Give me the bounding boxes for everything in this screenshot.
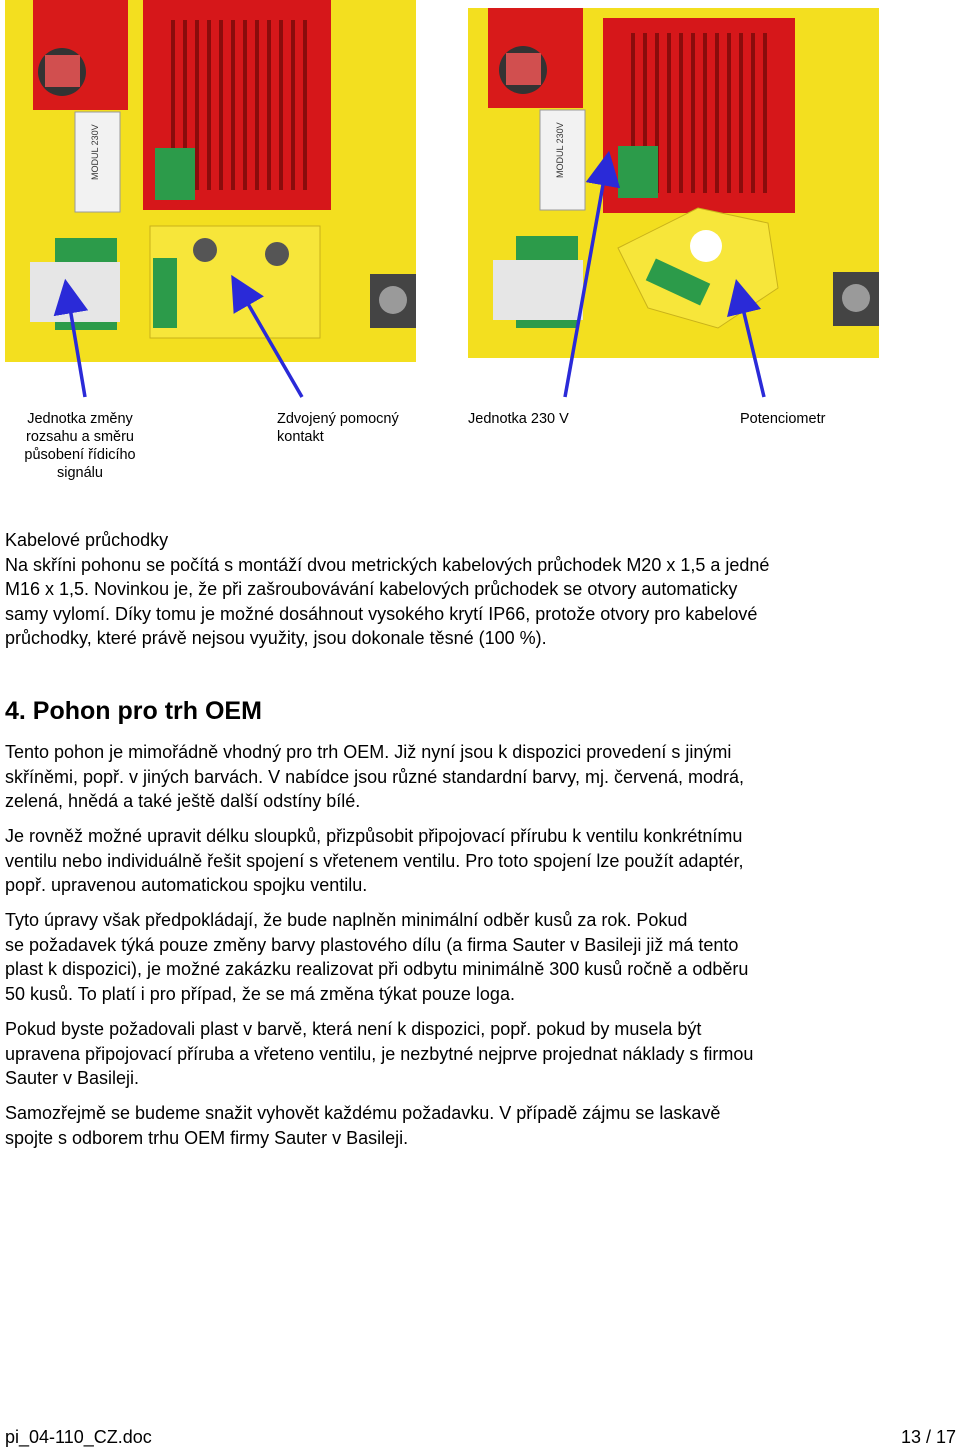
footer-filename: pi_04-110_CZ.doc <box>5 1427 152 1447</box>
arrow-potentiometer <box>740 296 764 397</box>
paragraph-line: ventilu nebo individuálně řešit spojení s vřetenem ventilu. Pro toto spojení lze použít adaptér, <box>5 850 744 871</box>
cable-glands-line: samy vylomí. Díky tomu je možné dosáhnout vysokého krytí IP66, protože otvory pro kabelové <box>5 603 758 624</box>
paragraph-line: Sauter v Basileji. <box>5 1068 140 1088</box>
cable-glands-line: průchodky, které právě nejsou využity, jsou dokonale těsné (100 %). <box>5 628 547 648</box>
paragraph-line: skříněmi, popř. v jiných barvách. V nabídce jsou různé standardní barvy, mj. červená, modrá, <box>5 766 745 787</box>
paragraph-line: popř. upravenou automatickou spojku ventilu. <box>5 875 368 895</box>
caption-aux-contact-line: kontakt <box>277 429 324 445</box>
caption-unit-range-line: působení řídicího <box>24 447 136 463</box>
arrow-aux-contact <box>240 290 302 397</box>
footer-page-number: 13 / 17 <box>900 1427 956 1447</box>
paragraph-line: zelená, hnědá a také ještě další odstíny bílé. <box>5 791 361 811</box>
cable-glands-line: Na skříni pohonu se počítá s montáží dvou metrických kabelových průchodek M20 x 1,5 a jedné <box>5 554 770 575</box>
photo-right-module-label: MODUL 230V <box>555 122 565 178</box>
oem-paragraph-2 <box>5 824 955 898</box>
cable-glands-heading: Kabelové průchodky <box>5 530 169 550</box>
oem-paragraph-1 <box>5 740 955 814</box>
section-title: 4. Pohon pro trh OEM <box>5 697 262 725</box>
caption-potentiometer: Potenciometr <box>740 411 826 427</box>
arrow-unit-230 <box>565 168 606 397</box>
caption-unit-range-line: signálu <box>57 465 103 481</box>
caption-unit-range-line: Jednotka změny <box>27 411 133 427</box>
paragraph-line: upravena připojovací příruba a vřeteno ventilu, je nezbytné nejprve projednat náklady s firmou <box>5 1043 754 1064</box>
photo-left-module-label: MODUL 230V <box>90 124 100 180</box>
paragraph-line: Pokud byste požadovali plast v barvě, která není k dispozici, popř. pokud by musela být <box>5 1019 702 1039</box>
paragraph-line: Tento pohon je mimořádně vhodný pro trh OEM. Již nyní jsou k dispozici provedení s jinými <box>5 742 732 762</box>
paragraph-line: se požadavek týká pouze změny barvy plastového dílu (a firma Sauter v Basileji již má tento <box>5 934 739 955</box>
paragraph-line: Je rovněž možné upravit délku sloupků, přizpůsobit připojovací přírubu k ventilu konkrétnímu <box>5 826 743 846</box>
paragraph-line: Samozřejmě se budeme snažit vyhovět každému požadavku. V případě zájmu se laskavě <box>5 1103 721 1123</box>
cable-glands-line: M16 x 1,5. Novinkou je, že při zašroubovávání kabelových průchodek se otvory automaticky <box>5 579 738 599</box>
caption-unit-range-line: rozsahu a směru <box>26 429 134 445</box>
paragraph-line: spojte s odborem trhu OEM firmy Sauter v Basileji. <box>5 1127 409 1148</box>
oem-paragraph-5 <box>5 1101 955 1150</box>
cable-glands-block <box>5 528 955 651</box>
paragraph-line: Tyto úpravy však předpokládají, že bude naplněn minimální odběr kusů za rok. Pokud <box>5 910 688 930</box>
caption-aux-contact-line: Zdvojený pomocný <box>277 411 399 427</box>
paragraph-line: plast k dispozici), je možné zakázku realizovat při odbytu minimálně 300 kusů ročně a odběru <box>5 959 749 979</box>
oem-paragraph-3 <box>5 908 955 1006</box>
caption-unit-230: Jednotka 230 V <box>468 411 569 427</box>
arrow-unit-range <box>68 296 85 397</box>
paragraph-line: 50 kusů. To platí i pro případ, že se má změna týkat pouze loga. <box>5 983 515 1004</box>
oem-paragraph-4 <box>5 1017 955 1091</box>
caption-unit-range <box>20 410 140 482</box>
caption-aux-contact <box>277 410 427 446</box>
pointer-arrows <box>0 0 960 420</box>
